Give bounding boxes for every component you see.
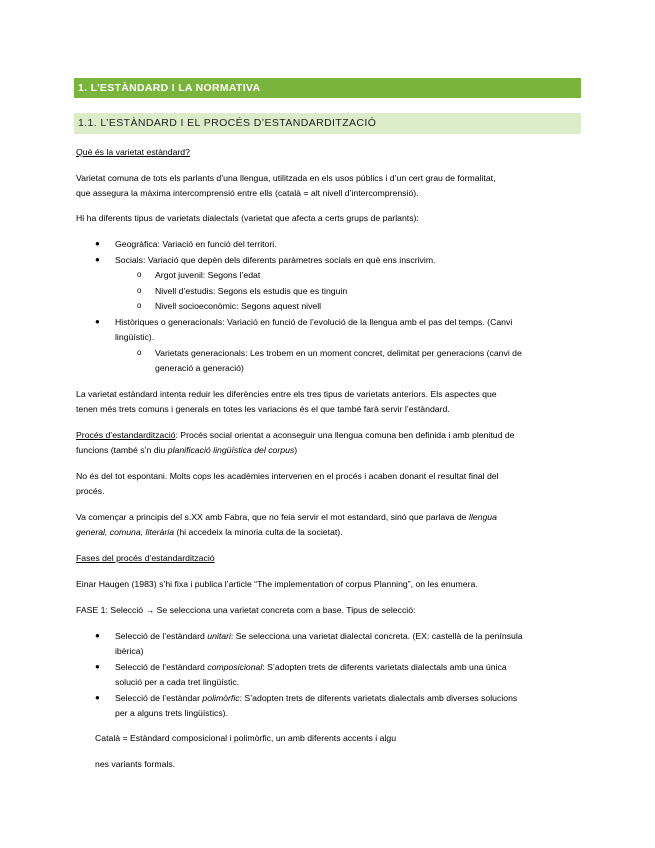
selection-polimorfic-line-1 [115,690,615,706]
paragraph-5-line-1: No és del tot espontani. Molts cops les acadèmies intervenen en el procés i acaben donant el resultat final del [76,471,499,481]
bullet-dot: ● [95,662,100,671]
sub-bullet-generacionals-line-2: generació a generació) [155,363,244,373]
paragraph-5-line-2: procés. [76,486,105,496]
paragraph-4-text: : Procés social orientat a aconseguir una llengua comuna ben definida i amb plenitud de [175,430,515,440]
sub-bullet-argot: Argot juvenil: Segons l’edat [155,270,261,280]
question-title: Què és la varietat estàndard? [76,147,190,157]
paragraph-2: Hi ha diferents tipus de varietats dialectals (varietat que afecta a certs grups de parlants): [76,213,419,223]
bullet-historiques-line-1: Històriques o generacionals: Variació en funció de l’evolució de la llengua amb el pas del temps. (Canvi [115,317,513,327]
selection-text: Selecció de l’estàndard [115,631,208,641]
italic-term: composicional [207,662,263,672]
selection-unitari-line-2: ibèrica) [115,646,144,656]
bullet-dot: ● [95,255,100,264]
heading-2: 1.1. L’ESTÀNDARD I EL PROCÉS D’ESTANDARDITZACIÓ [74,113,581,134]
bullet-circle: o [137,270,142,279]
italic-term: unitari [207,631,231,641]
heading-1: 1. L’ESTÀNDARD I LA NORMATIVA [74,78,581,98]
bullet-circle: o [137,348,142,357]
italic-term: general, comuna, literària [76,527,175,537]
bullet-socials: Socials: Variació que depèn dels diferents paràmetres socials en què ens inscrivim. [115,255,436,265]
selection-text: Selecció de l’estàndard [115,662,208,672]
paragraph-1-line-1: Varietat comuna de tots els parlants d’una llengua, utilitzada en els usos públics i d’un cert grau de formalitat, [76,173,496,183]
sub-bullet-estudis: Nivell d’estudis: Segons els estudis que es tinguin [155,286,348,296]
paragraph-10: nes variants formals. [95,759,176,769]
selection-text: Selecció de l’estàndar [115,693,203,703]
selection-composicional-line-1 [115,659,615,675]
sub-bullet-socioeconomic: Nivell socioeconòmic: Segons aquest nivell [155,301,322,311]
italic-term: polimòrfic [202,693,240,703]
paragraph-4-text: ) [294,445,298,455]
selection-polimorfic-line-2: per a alguns trets lingüístics). [115,708,228,718]
sub-bullet-generacionals-line-1: Varietats generacionals: Les trobem en un moment concret, delimitat per generacions (canvi de [155,348,522,358]
bullet-circle: o [137,286,142,295]
bullet-geografica: Geogràfica: Variació en funció del territori. [115,239,277,249]
bullet-dot: ● [95,317,100,326]
italic-term: llengua [468,512,497,522]
selection-text: : S’adopten trets de diferents varietats dialectals amb diverses solucions [239,693,518,703]
paragraph-9: Català = Estàndard composicional i polimòrfic, un amb diferents accents i algu [95,733,397,743]
selection-text: : Se selecciona una varietat dialectal concreta. (EX: castellà de la península [230,631,523,641]
italic-term: planificació lingüística del corpus [167,445,295,455]
bullet-circle: o [137,301,142,310]
selection-text: : S’adopten trets de diferents varietats dialectals amb una única [262,662,507,672]
fases-title: Fases del procés d’estandardització [76,553,215,563]
paragraph-8: FASE 1: Selecció → Se selecciona una varietat concreta com a base. Tipus de selecció: [76,605,416,615]
bullet-historiques-line-2: lingüístic). [115,332,155,342]
paragraph-6-line-2 [76,524,576,540]
paragraph-6-line-1 [76,509,576,525]
paragraph-3-line-1: La varietat estàndard intenta reduir les diferències entre els tres tipus de varietats anteriors. Els aspectes que [76,389,497,399]
paragraph-6-text: Va començar a principis del s.XX amb Fabra, que no feia servir el mot estandard, sinó que parlava de [76,512,469,522]
paragraph-3-line-2: tenen més trets comuns i generals en totes les variacions és el que també farà servir l’estàndard. [76,404,450,414]
term-estandarditzacio: Procés d’estandardització [76,430,176,440]
paragraph-1-line-2: que assegura la màxima intercomprensió entre ells (català = alt nivell d’intercomprensió). [76,188,419,198]
paragraph-4-line-2 [76,442,576,458]
paragraph-6-text: (hi accedeix la minoria culta de la societat). [174,527,343,537]
paragraph-4-text: funcions (també s’n diu [76,445,168,455]
bullet-dot: ● [95,631,100,640]
bullet-dot: ● [95,239,100,248]
paragraph-4-line-1 [76,427,576,443]
selection-unitari-line-1 [115,628,615,644]
selection-composicional-line-2: solució per a cada tret lingüístic. [115,677,240,687]
bullet-dot: ● [95,693,100,702]
paragraph-7: Einar Haugen (1983) s’hi fixa i publica l’article “The implementation of corpus Planning”, on les enumera. [76,579,478,589]
